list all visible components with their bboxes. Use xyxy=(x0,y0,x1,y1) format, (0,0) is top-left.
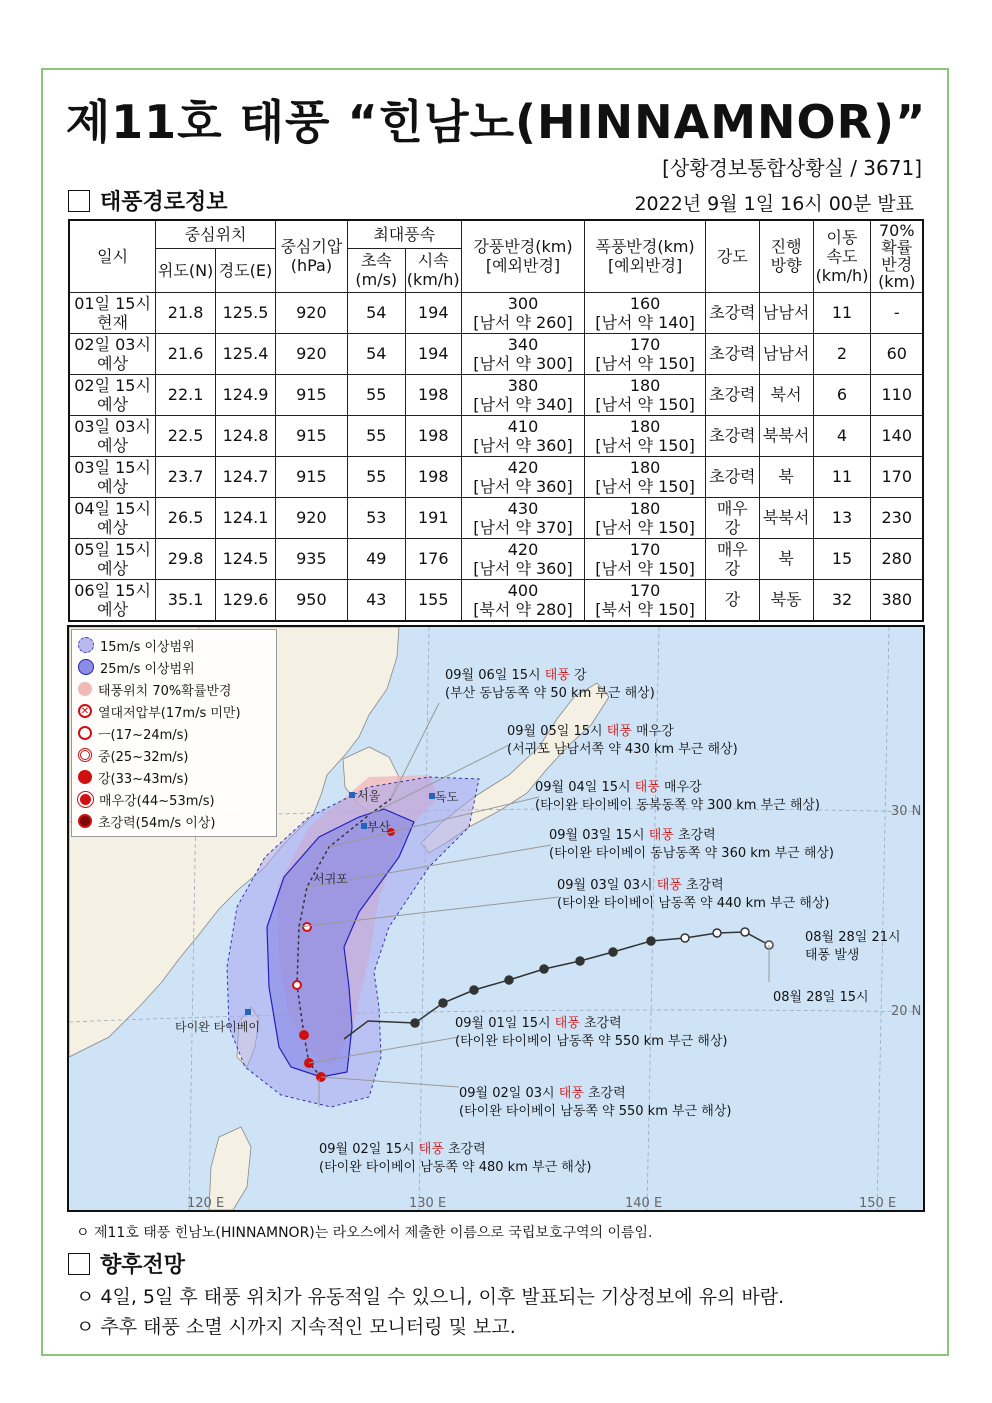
legend-item: 태풍위치 70%확률반경 xyxy=(78,678,270,700)
table-row xyxy=(69,456,923,497)
table-cell-time: 01일 15시 현재 xyxy=(69,292,156,333)
typhoon-moderate-icon xyxy=(78,748,92,762)
lat-label-30: 30 N xyxy=(891,804,922,819)
table-cell-time: 04일 15시 예상 xyxy=(69,497,156,538)
section-track-info xyxy=(68,185,228,216)
table-cell-storm: 170 [남서 약 150] xyxy=(585,333,706,374)
lat-label-20: 20 N xyxy=(891,1004,922,1019)
office-label: [상황경보통합상황실 / 3671] xyxy=(662,156,922,180)
table-row xyxy=(69,374,923,415)
table-cell-int: 초강력 xyxy=(705,333,759,374)
table-cell-prob: 280 xyxy=(871,538,923,579)
checkbox-icon xyxy=(68,190,90,212)
header-center: 중심위치 xyxy=(156,220,276,248)
table-cell-pres: 915 xyxy=(275,415,347,456)
table-cell-time: 05일 15시 예상 xyxy=(69,538,156,579)
table-cell-spd: 13 xyxy=(813,497,871,538)
table-cell-prob: 60 xyxy=(871,333,923,374)
header-intensity: 강도 xyxy=(705,220,759,292)
typhoon-weak-icon xyxy=(78,726,92,740)
table-cell-spd: 32 xyxy=(813,579,871,621)
table-cell-spd: 15 xyxy=(813,538,871,579)
table-cell-prob: 170 xyxy=(871,456,923,497)
header-storm-radius: 폭풍반경(km) [예외반경] xyxy=(585,220,706,292)
table-cell-spd: 4 xyxy=(813,415,871,456)
table-cell-storm: 170 [남서 약 150] xyxy=(585,538,706,579)
table-cell-pres: 950 xyxy=(275,579,347,621)
table-cell-spd: 11 xyxy=(813,456,871,497)
table-cell-strong: 380 [남서 약 340] xyxy=(461,374,585,415)
name-note: ㅇ 제11호 태풍 힌남노(HINNAMNOR)는 라오스에서 제출한 이름으로 국립보호구역의 이름임. xyxy=(76,1225,653,1241)
table-cell-lon: 124.8 xyxy=(216,415,276,456)
forecast-annotation-0903-03: 09월 03일 03시 태풍 초강력 (타이완 타이베이 남동쪽 약 440 km 부근 해상) xyxy=(557,878,830,911)
table-cell-time: 02일 15시 예상 xyxy=(69,374,156,415)
table-cell-ms: 55 xyxy=(347,374,405,415)
table-cell-kmh: 194 xyxy=(405,292,461,333)
header-lon: 경도(E) xyxy=(216,248,276,292)
table-cell-int: 초강력 xyxy=(705,292,759,333)
genesis-label: 08월 28일 21시 태풍 발생 xyxy=(805,930,901,963)
forecast-annotation-0906: 09월 06일 15시 태풍 강 (부산 동남동쪽 약 50 km 부근 해상) xyxy=(445,668,655,701)
header-wind: 최대풍속 xyxy=(347,220,461,248)
table-cell-ms: 54 xyxy=(347,333,405,374)
table-cell-dir: 북서 xyxy=(759,374,813,415)
place-seoul: 서울 xyxy=(357,789,381,803)
lon-label-140: 140 E xyxy=(625,1196,663,1210)
table-body xyxy=(69,292,923,621)
page-title: 제11호 태풍 “힌남노(HINNAMNOR)” xyxy=(65,95,927,149)
table-cell-prob: - xyxy=(871,292,923,333)
table-cell-pres: 915 xyxy=(275,456,347,497)
issued-date: 2022년 9월 1일 16시 00분 발표 xyxy=(634,193,914,215)
table-cell-int: 초강력 xyxy=(705,374,759,415)
track-start-label: 08월 28일 15시 xyxy=(773,990,869,1005)
table-cell-dir: 북 xyxy=(759,456,813,497)
table-cell-strong: 430 [남서 약 370] xyxy=(461,497,585,538)
table-cell-pres: 920 xyxy=(275,292,347,333)
table-cell-dir: 북북서 xyxy=(759,415,813,456)
legend-item: ✕ 열대저압부(17m/s 미만) xyxy=(78,700,270,722)
table-cell-strong: 340 [남서 약 300] xyxy=(461,333,585,374)
circle-icon xyxy=(78,682,92,696)
header-lat: 위도(N) xyxy=(156,248,216,292)
map-legend xyxy=(71,629,277,837)
legend-item: 매우강(44~53m/s) xyxy=(78,788,270,810)
table-cell-prob: 110 xyxy=(871,374,923,415)
place-dokdo: 독도 xyxy=(435,790,459,804)
table-cell-storm: 180 [남서 약 150] xyxy=(585,456,706,497)
table-cell-time: 03일 03시 예상 xyxy=(69,415,156,456)
legend-item: 15m/s 이상범위 xyxy=(78,634,270,656)
header-time: 일시 xyxy=(69,220,156,292)
place-busan: 부산 xyxy=(367,820,391,834)
table-cell-storm: 180 [남서 약 150] xyxy=(585,374,706,415)
table-cell-spd: 11 xyxy=(813,292,871,333)
header-kmh: 시속 (km/h) xyxy=(405,248,461,292)
table-cell-lat: 22.1 xyxy=(156,374,216,415)
table-cell-pres: 935 xyxy=(275,538,347,579)
outlook-item-2: ㅇ 추후 태풍 소멸 시까지 지속적인 모니터링 및 보고. xyxy=(76,1316,516,1338)
table-cell-int: 초강력 xyxy=(705,456,759,497)
table-cell-dir: 남남서 xyxy=(759,292,813,333)
header-strong-radius: 강풍반경(km) [예외반경] xyxy=(461,220,585,292)
table-cell-lat: 23.7 xyxy=(156,456,216,497)
circle-icon xyxy=(78,659,94,675)
checkbox-icon xyxy=(68,1253,90,1275)
table-cell-dir: 남남서 xyxy=(759,333,813,374)
table-row xyxy=(69,333,923,374)
forecast-annotation-0901: 09월 01일 15시 태풍 초강력 (타이완 타이베이 남동쪽 약 550 km 부근 해상) xyxy=(455,1016,728,1049)
table-cell-lat: 21.8 xyxy=(156,292,216,333)
place-seogwipo: 서귀포 xyxy=(313,872,348,886)
table-cell-pres: 920 xyxy=(275,497,347,538)
table-cell-time: 03일 15시 예상 xyxy=(69,456,156,497)
header-direction: 진행 방향 xyxy=(759,220,813,292)
table-cell-spd: 6 xyxy=(813,374,871,415)
header-pressure: 중심기압 (hPa) xyxy=(275,220,347,292)
table-cell-kmh: 198 xyxy=(405,456,461,497)
header-prob: 70% 확률 반경 (km) xyxy=(871,220,923,292)
table-cell-prob: 230 xyxy=(871,497,923,538)
table-row xyxy=(69,538,923,579)
table-cell-strong: 400 [북서 약 280] xyxy=(461,579,585,621)
typhoon-super-icon xyxy=(78,814,92,828)
table-cell-time: 02일 03시 예상 xyxy=(69,333,156,374)
table-row xyxy=(69,497,923,538)
table-cell-lon: 124.5 xyxy=(216,538,276,579)
legend-item: 강(33~43m/s) xyxy=(78,766,270,788)
table-cell-strong: 420 [남서 약 360] xyxy=(461,538,585,579)
table-cell-strong: 410 [남서 약 360] xyxy=(461,415,585,456)
header-speed: 이동 속도 (km/h) xyxy=(813,220,871,292)
table-cell-int: 초강력 xyxy=(705,415,759,456)
table-cell-kmh: 198 xyxy=(405,374,461,415)
legend-item: 25m/s 이상범위 xyxy=(78,656,270,678)
table-cell-lon: 124.1 xyxy=(216,497,276,538)
lon-label-120: 120 E xyxy=(187,1196,225,1210)
table-cell-storm: 180 [남서 약 150] xyxy=(585,497,706,538)
table-cell-dir: 북 xyxy=(759,538,813,579)
table-cell-ms: 49 xyxy=(347,538,405,579)
table-cell-lat: 26.5 xyxy=(156,497,216,538)
table-cell-prob: 380 xyxy=(871,579,923,621)
table-row xyxy=(69,292,923,333)
legend-item: ㅡ(17~24m/s) xyxy=(78,722,270,744)
table-cell-pres: 915 xyxy=(275,374,347,415)
typhoon-track-map xyxy=(67,625,925,1212)
table-cell-dir: 북북서 xyxy=(759,497,813,538)
outlook-item-1: ㅇ 4일, 5일 후 태풍 위치가 유동적일 수 있으니, 이후 발표되는 기상정보에 유의 바람. xyxy=(76,1286,785,1308)
table-cell-lon: 125.4 xyxy=(216,333,276,374)
typhoon-very-strong-icon xyxy=(78,792,93,807)
table-cell-lat: 29.8 xyxy=(156,538,216,579)
table-cell-kmh: 198 xyxy=(405,415,461,456)
table-cell-kmh: 194 xyxy=(405,333,461,374)
x-circle-icon: ✕ xyxy=(78,704,92,718)
table-cell-lat: 21.6 xyxy=(156,333,216,374)
legend-item: 중(25~32m/s) xyxy=(78,744,270,766)
table-row xyxy=(69,415,923,456)
section-outlook xyxy=(68,1248,185,1279)
typhoon-strong-icon xyxy=(78,770,92,784)
table-cell-int: 매우 강 xyxy=(705,497,759,538)
table-row xyxy=(69,579,923,621)
table-cell-int: 강 xyxy=(705,579,759,621)
table-cell-pres: 920 xyxy=(275,333,347,374)
table-cell-storm: 180 [남서 약 150] xyxy=(585,415,706,456)
table-cell-lon: 129.6 xyxy=(216,579,276,621)
track-table xyxy=(68,219,924,622)
section-title: 태풍경로정보 xyxy=(100,190,228,215)
forecast-annotation-0902-03: 09월 02일 03시 태풍 초강력 (타이완 타이베이 남동쪽 약 550 km 부근 해상) xyxy=(459,1086,732,1119)
table-cell-ms: 55 xyxy=(347,456,405,497)
table-cell-lat: 35.1 xyxy=(156,579,216,621)
table-cell-storm: 160 [남서 약 140] xyxy=(585,292,706,333)
table-cell-prob: 140 xyxy=(871,415,923,456)
legend-item: 초강력(54m/s 이상) xyxy=(78,810,270,832)
past-track-points xyxy=(411,928,773,1027)
table-cell-lon: 125.5 xyxy=(216,292,276,333)
table-cell-strong: 420 [남서 약 360] xyxy=(461,456,585,497)
table-cell-lat: 22.5 xyxy=(156,415,216,456)
table-cell-kmh: 155 xyxy=(405,579,461,621)
table-cell-time: 06일 15시 예상 xyxy=(69,579,156,621)
table-cell-lon: 124.9 xyxy=(216,374,276,415)
table-cell-spd: 2 xyxy=(813,333,871,374)
table-cell-kmh: 191 xyxy=(405,497,461,538)
table-cell-int: 매우 강 xyxy=(705,538,759,579)
lon-label-150: 150 E xyxy=(859,1196,897,1210)
section-title: 향후전망 xyxy=(100,1253,186,1278)
header-ms: 초속 (m/s) xyxy=(347,248,405,292)
table-cell-strong: 300 [남서 약 260] xyxy=(461,292,585,333)
forecast-annotation-0903-15: 09월 03일 15시 태풍 초강력 (타이완 타이베이 동남동쪽 약 360 km 부근 해상) xyxy=(549,828,835,861)
table-cell-ms: 54 xyxy=(347,292,405,333)
table-cell-storm: 170 [북서 약 150] xyxy=(585,579,706,621)
forecast-annotation-0905: 09월 05일 15시 태풍 매우강 (서귀포 남남서쪽 약 430 km 부근 해상) xyxy=(507,724,738,757)
table-cell-dir: 북동 xyxy=(759,579,813,621)
place-taipei: 타이완 타이베이 xyxy=(175,1020,260,1034)
table-cell-ms: 53 xyxy=(347,497,405,538)
table-cell-lon: 124.7 xyxy=(216,456,276,497)
forecast-annotation-0904: 09월 04일 15시 태풍 매우강 (타이완 타이베이 동북동쪽 약 300 km 부근 해상) xyxy=(535,780,821,813)
table-cell-ms: 43 xyxy=(347,579,405,621)
lon-label-130: 130 E xyxy=(409,1196,447,1210)
table-cell-ms: 55 xyxy=(347,415,405,456)
table-cell-kmh: 176 xyxy=(405,538,461,579)
forecast-annotation-0902-15: 09월 02일 15시 태풍 초강력 (타이완 타이베이 남동쪽 약 480 km 부근 해상) xyxy=(319,1142,592,1175)
dashed-circle-icon xyxy=(78,637,94,653)
